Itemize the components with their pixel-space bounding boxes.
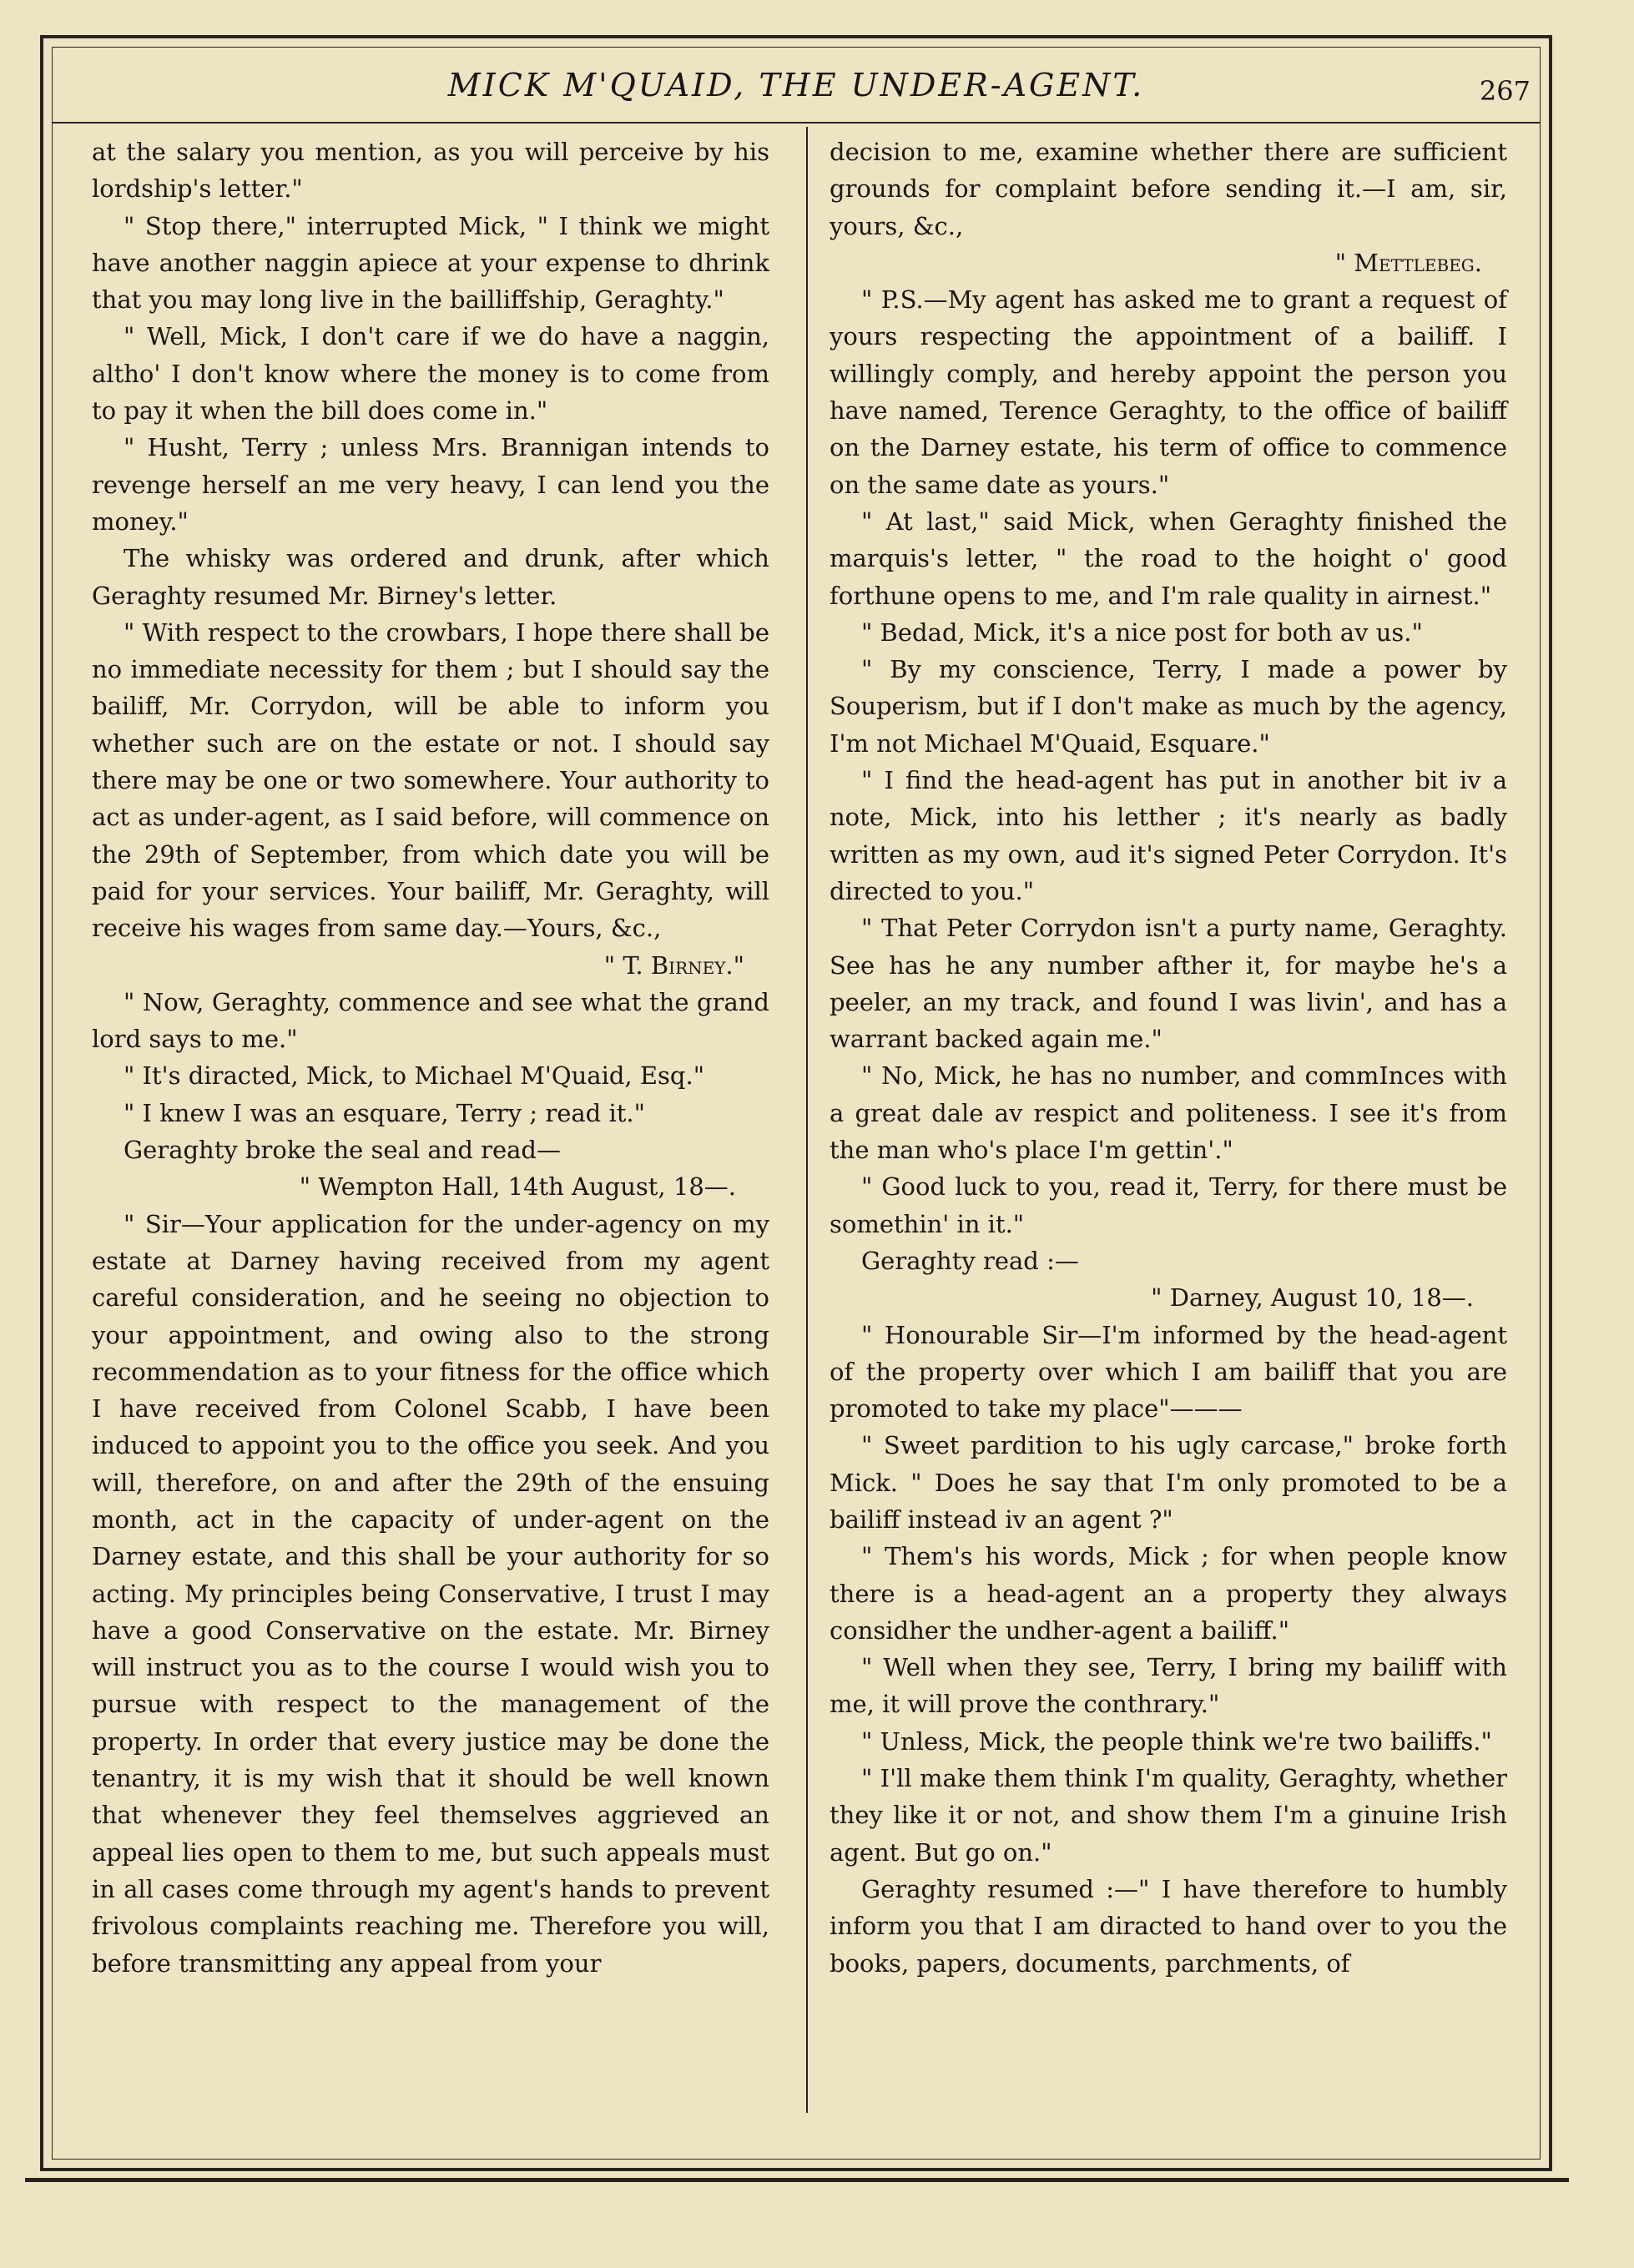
paragraph: Geraghty broke the seal and read— — [124, 1136, 561, 1165]
letter-dateline: " Wempton Hall, 14th August, 18—. — [299, 1172, 736, 1202]
letter-dateline: " Darney, August 10, 18—. — [1151, 1283, 1474, 1313]
paragraph: Geraghty resumed :—" I have therefore to humbly inform you that I am diracted to hand over to you the books, papers, documents, parchments, of — [830, 1874, 1507, 1978]
paragraph: " At last," said Mick, when Geraghty finished the marquis's letter, " the road to the hoight o' good forthune opens to me, and I'm rale quality in airnest." — [830, 507, 1507, 610]
paragraph: " Stop there," interrupted Mick, " I think we might have another naggin apiece at your expense to dhrink that you may long live in the bailliffship, Geraghty." — [92, 211, 769, 315]
paragraph: " No, Mick, he has no number, and commInces with a great dale av respict and politeness. I see it's from the man who's place I'm gettin'." — [830, 1061, 1507, 1165]
bottom-rule — [25, 2178, 1569, 2182]
paragraph: " Well, Mick, I don't care if we do have a naggin, altho' I don't know where the money is to come from to pay it when the bill does come in." — [92, 322, 769, 426]
letter-signature: " Mettlebeg. — [1334, 248, 1482, 277]
paragraph: " Bedad, Mick, it's a nice post for both av us." — [861, 617, 1423, 647]
right-column — [830, 134, 1507, 1982]
paragraph: " With respect to the crowbars, I hope there shall be no immediate necessity for them ; but I should say the bailiff, Mr. Corrydon, will be able to inform you whether such are on the estate or not. I should say there may be one or two somewhere. Your authority to act as under-agent, as I said before, will commence on the 29th of September, from which date you will be paid for your services. Your bailiff, Mr. Geraghty, will receive his wages from same day.—Yours, &c., — [92, 617, 769, 943]
paragraph: " Now, Geraghty, commence and see what the grand lord says to me." — [92, 987, 769, 1054]
paragraph: " Unless, Mick, the people think we're two bailiffs." — [861, 1726, 1492, 1756]
paragraph: " It's diracted, Mick, to Michael M'Quaid, Esq." — [124, 1061, 705, 1091]
paragraph: decision to me, examine whether there are sufficient grounds for complaint before sending it.—I am, sir, yours, &c., — [830, 138, 1507, 240]
paragraph: " Husht, Terry ; unless Mrs. Brannigan intends to revenge herself an me very heavy, I can lend you the money." — [92, 433, 769, 536]
paragraph: " Sweet pardition to his ugly carcase," broke forth Mick. " Does he say that I'm only promoted to be a bailiff instead iv an agent ?" — [830, 1431, 1507, 1534]
paragraph: " By my conscience, Terry, I made a power by Souperism, but if I don't make as much by the agency, I'm not Michael M'Quaid, Esquare." — [830, 655, 1507, 758]
paragraph: " Them's his words, Mick ; for when people know there is a head-agent an a property they always considher the undher-agent a bailiff." — [830, 1542, 1507, 1645]
paragraph: " That Peter Corrydon isn't a purty name, Geraghty. See has he any number afther it, for maybe he's a peeler, an my track, and found I was livin', and has a warrant backed again me." — [830, 914, 1507, 1054]
paragraph: " Good luck to you, read it, Terry, for there must be somethin' in it." — [830, 1172, 1507, 1238]
paragraph: The whisky was ordered and drunk, after which Geraghty resumed Mr. Birney's letter. — [92, 544, 769, 610]
paragraph: " I'll make them think I'm quality, Geraghty, whether they like it or not, and show them I'm a ginuine Irish agent. But go on." — [830, 1764, 1507, 1867]
paragraph: " Sir—Your application for the under-agency on my estate at Darney having received from my agent careful consideration, and he seeing no objection to your appointment, and owing also to the strong recommendation as to your fitness for the office which I have received from Colonel Scabb, I have been induced to appoint you to the office you seek. And you will, therefore, on and after the 29th of the ensuing month, act in the capacity of under-agent on the Darney estate, and this shall be your authority for so acting. My principles being Conservative, I trust I may have a good Conservative on the estate. Mr. Birney will instruct you as to the course I would wish you to pursue with respect to the management of the property. In order that every justice may be done the tenantry, it is my wish that it should be well known that whenever they feel themselves aggrieved an appeal lies open to them to me, but such appeals must in all cases come through my agent's hands to prevent frivolous complaints reaching me. Therefore you will, before transmitting any appeal from your — [92, 1209, 769, 1978]
paragraph: at the salary you mention, as you will perceive by his lordship's letter." — [92, 138, 769, 204]
paragraph: " I find the head-agent has put in another bit iv a note, Mick, into his letther ; it's nearly as badly written as my own, aud it's signed Peter Corrydon. It's directed to you." — [830, 766, 1507, 905]
running-header — [52, 58, 1541, 117]
paragraph: " I knew I was an esquare, Terry ; read it." — [124, 1098, 645, 1127]
letter-signature: " T. Birney." — [603, 950, 744, 980]
page-number: 267 — [1479, 75, 1531, 107]
paragraph: " P.S.—My agent has asked me to grant a request of yours respecting the appointment of a bailiff. I willingly comply, and hereby appoint the person you have named, Terence Geraghty, to the office of bailiff on the Darney estate, his term of office to commence on the same date as yours." — [830, 285, 1507, 499]
paragraph: " Well when they see, Terry, I bring my bailiff with me, it will prove the conthrary." — [830, 1653, 1507, 1719]
column-divider — [806, 127, 808, 2113]
left-column — [92, 134, 769, 1982]
running-title: MICK M'QUAID, THE UNDER-AGENT. — [447, 67, 1145, 103]
paragraph: " Honourable Sir—I'm informed by the head-agent of the property over which I am bailiff that you are promoted to take my place"——— — [830, 1320, 1507, 1424]
paragraph: Geraghty read :— — [861, 1246, 1079, 1275]
header-rule — [52, 122, 1541, 123]
